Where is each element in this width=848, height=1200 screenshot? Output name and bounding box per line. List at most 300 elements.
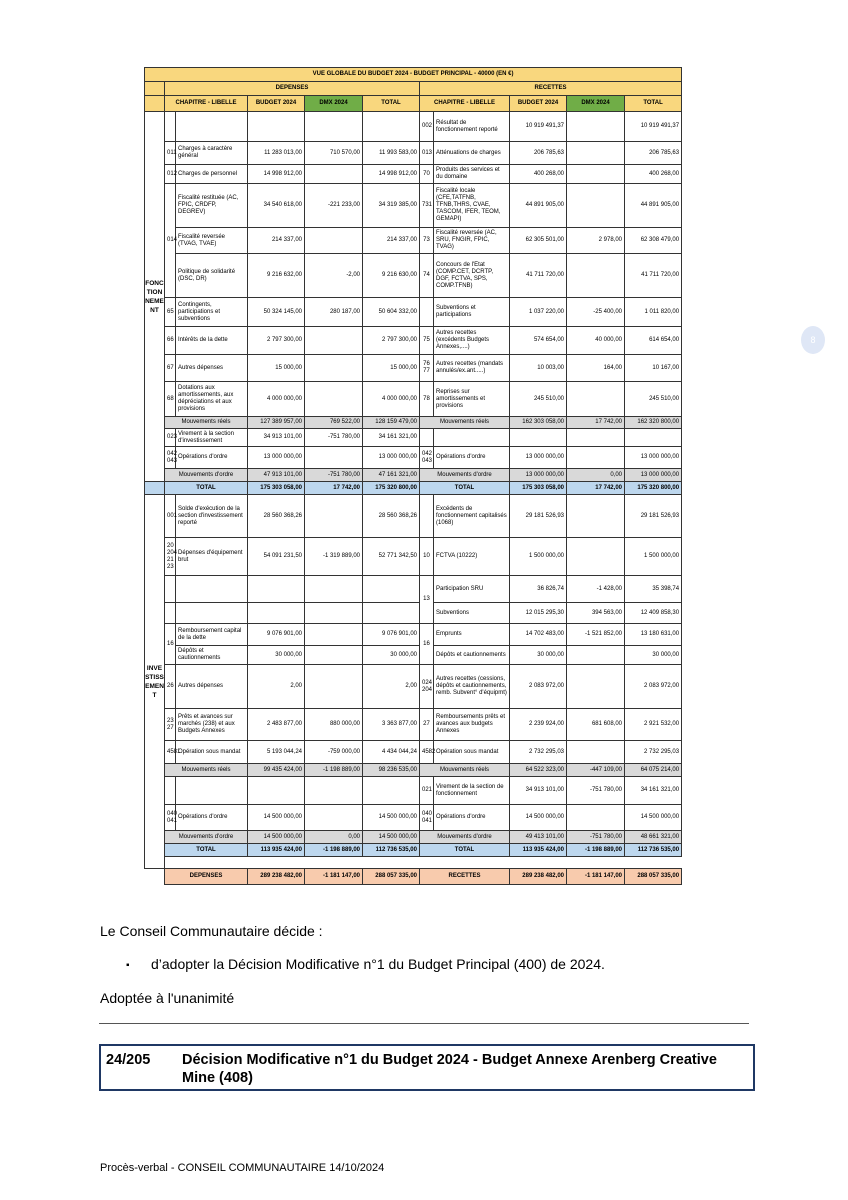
table-cell xyxy=(305,355,363,382)
table-cell: 34 161 321,00 xyxy=(363,429,420,447)
table-cell: Emprunts xyxy=(434,624,510,646)
table-row xyxy=(145,603,695,624)
table-cell: 34 913 101,00 xyxy=(510,777,567,805)
table-cell: Politique de solidarité (DSC, DR) xyxy=(176,254,248,298)
table-cell: Virement à la section d'investissement xyxy=(176,429,248,447)
table-cell: -751 780,00 xyxy=(305,429,363,447)
table-cell xyxy=(165,857,176,869)
table-cell: -1 521 852,00 xyxy=(567,624,625,646)
table-row xyxy=(145,538,695,576)
bullet-icon: ▪ xyxy=(126,960,130,971)
table-cell: Charges de personnel xyxy=(176,165,248,184)
table-row xyxy=(145,382,695,417)
col-chapitre: CHAPITRE - LIBELLE xyxy=(420,96,510,112)
table-cell: Prêts et avances sur marchés (238) et aux Budgets Annexes xyxy=(176,709,248,741)
table-cell: 13 000 000,00 xyxy=(625,447,682,469)
table-cell: -751 780,00 xyxy=(305,469,363,482)
table-cell: 2,00 xyxy=(363,665,420,709)
table-cell: 34 540 618,00 xyxy=(248,184,305,228)
table-cell: 175 303 058,00 xyxy=(510,482,567,495)
table-cell: 289 238 482,00 xyxy=(248,869,305,885)
table-cell: 289 238 482,00 xyxy=(510,869,567,885)
table-cell xyxy=(165,777,176,805)
table-cell: 2 239 924,00 xyxy=(510,709,567,741)
table-cell: 1 011 820,00 xyxy=(625,298,682,327)
table-cell: 52 771 342,50 xyxy=(363,538,420,576)
table-cell: 34 319 385,00 xyxy=(363,184,420,228)
table-cell: 67 xyxy=(165,355,176,382)
table-cell xyxy=(305,327,363,355)
table-cell: 245 510,00 xyxy=(625,382,682,417)
table-cell xyxy=(567,665,625,709)
table-cell: 164,00 xyxy=(567,355,625,382)
col-chapitre: CHAPITRE - LIBELLE xyxy=(165,96,248,112)
table-cell: 13 xyxy=(420,576,434,624)
table-cell: 10 xyxy=(420,538,434,576)
table-cell: 36 826,74 xyxy=(510,576,567,603)
table-cell: 10 003,00 xyxy=(510,355,567,382)
table-cell xyxy=(165,603,176,624)
table-cell xyxy=(305,576,363,603)
table-cell xyxy=(434,429,510,447)
depenses-header: DEPENSES xyxy=(165,82,420,96)
table-cell: -1 198 889,00 xyxy=(305,844,363,857)
table-row xyxy=(145,665,695,709)
table-cell: -25 400,00 xyxy=(567,298,625,327)
table-cell xyxy=(305,382,363,417)
table-cell: Mouvements réels xyxy=(165,417,248,429)
table-cell: 14 998 912,00 xyxy=(248,165,305,184)
table-cell xyxy=(145,96,165,112)
table-cell: 10 919 491,37 xyxy=(510,112,567,142)
table-cell: 1 500 000,00 xyxy=(625,538,682,576)
table-cell: 40 000,00 xyxy=(567,327,625,355)
table-cell xyxy=(567,805,625,831)
table-cell: 162 303 058,00 xyxy=(510,417,567,429)
table-cell: 214 337,00 xyxy=(363,228,420,254)
table-cell: 042 043 xyxy=(165,447,176,469)
table-cell: 011 xyxy=(165,142,176,165)
table-row xyxy=(145,112,695,142)
table-cell xyxy=(567,646,625,665)
table-cell: Subventions xyxy=(434,603,510,624)
table-cell: Mouvements d'ordre xyxy=(420,831,510,844)
table-cell: Opérations d'ordre xyxy=(176,805,248,831)
table-cell: Mouvements d'ordre xyxy=(165,831,248,844)
table-cell: Contingents, participations et subventions xyxy=(176,298,248,327)
table-cell: 34 161 321,00 xyxy=(625,777,682,805)
table-cell: 4 000 000,00 xyxy=(363,382,420,417)
table-cell: 021 xyxy=(420,777,434,805)
table-cell: 9 076 901,00 xyxy=(363,624,420,646)
table-cell: 4581 xyxy=(165,741,176,764)
table-cell: 394 563,00 xyxy=(567,603,625,624)
table-cell: Mouvements d'ordre xyxy=(420,469,510,482)
table-cell: Remboursement capital de la dette xyxy=(176,624,248,646)
table-cell xyxy=(145,82,165,96)
table-cell: Remboursements prêts et avances aux budgets Annexes xyxy=(434,709,510,741)
table-cell: Opération sous mandat xyxy=(434,741,510,764)
col-dmx: DMX 2024 xyxy=(567,96,625,112)
table-cell: 13 000 000,00 xyxy=(363,447,420,469)
table-cell: -1 319 889,00 xyxy=(305,538,363,576)
page-number-badge: 8 xyxy=(801,326,825,354)
table-cell xyxy=(567,538,625,576)
table-cell: 54 091 231,50 xyxy=(248,538,305,576)
table-cell: 614 654,00 xyxy=(625,327,682,355)
table-cell xyxy=(165,576,176,603)
deliberation-header-box xyxy=(99,1044,755,1091)
table-cell: 13 180 631,00 xyxy=(625,624,682,646)
table-cell: 12 409 858,30 xyxy=(625,603,682,624)
table-cell: 73 xyxy=(420,228,434,254)
table-cell xyxy=(176,576,248,603)
table-cell: 731 xyxy=(420,184,434,228)
table-cell xyxy=(305,805,363,831)
table-cell: 99 435 424,00 xyxy=(248,764,305,777)
table-cell xyxy=(305,447,363,469)
table-cell xyxy=(567,741,625,764)
table-cell xyxy=(420,298,434,327)
table-cell: -1 428,00 xyxy=(567,576,625,603)
table-cell xyxy=(567,495,625,538)
table-cell: Concours de l'Etat (COMP.CET, DCRTP, DGF, FCTVA, SPS, COMP.TFNB) xyxy=(434,254,510,298)
table-cell: Fiscalité reversée (AC, SRU, FNGIR, FPIC, TVAG) xyxy=(434,228,510,254)
budget-table xyxy=(144,67,694,885)
table-cell: 288 057 335,00 xyxy=(625,869,682,885)
table-cell: 214 337,00 xyxy=(248,228,305,254)
table-cell xyxy=(567,254,625,298)
mouvements-reels-row xyxy=(145,417,695,429)
table-cell: 29 181 526,93 xyxy=(625,495,682,538)
table-cell: 2 797 300,00 xyxy=(248,327,305,355)
table-cell: 30 000,00 xyxy=(248,646,305,665)
col-total: TOTAL xyxy=(363,96,420,112)
table-cell: 14 500 000,00 xyxy=(248,805,305,831)
table-cell: 2 083 972,00 xyxy=(625,665,682,709)
table-cell xyxy=(145,482,165,495)
table-cell: 175 320 800,00 xyxy=(363,482,420,495)
table-cell: Fiscalité reversée (TVAG, TVAE) xyxy=(176,228,248,254)
table-cell: Fiscalité restituée (AC, FPIC, CRDFP, DEGREV) xyxy=(176,184,248,228)
table-cell: 17 742,00 xyxy=(305,482,363,495)
table-cell: 44 891 905,00 xyxy=(625,184,682,228)
table-cell: 13 000 000,00 xyxy=(510,447,567,469)
table-cell xyxy=(305,112,363,142)
table-cell: Mouvements d'ordre xyxy=(165,469,248,482)
table-cell: 288 057 335,00 xyxy=(363,869,420,885)
table-cell: 62 305 501,00 xyxy=(510,228,567,254)
table-cell xyxy=(176,777,248,805)
table-cell: Atténuations de charges xyxy=(434,142,510,165)
adoption-status: Adoptée à l'unanimité xyxy=(100,990,235,1006)
mouvements-reels-row xyxy=(145,764,695,777)
table-cell: Reprises sur amortissements et provisions xyxy=(434,382,510,417)
table-cell: 74 xyxy=(420,254,434,298)
table-cell xyxy=(567,447,625,469)
table-cell: 11 993 583,00 xyxy=(363,142,420,165)
table-cell: -759 000,00 xyxy=(305,741,363,764)
table-cell xyxy=(567,382,625,417)
table-cell: 0,00 xyxy=(305,831,363,844)
table-cell xyxy=(567,165,625,184)
table-cell: 162 320 800,00 xyxy=(625,417,682,429)
table-cell: 35 398,74 xyxy=(625,576,682,603)
table-row xyxy=(145,165,695,184)
table-cell: 681 608,00 xyxy=(567,709,625,741)
table-cell: Produits des services et du domaine xyxy=(434,165,510,184)
table-cell: -447 109,00 xyxy=(567,764,625,777)
table-cell: Dépôts et cautionnements xyxy=(176,646,248,665)
table-cell: 400 268,00 xyxy=(625,165,682,184)
table-cell: 50 324 145,00 xyxy=(248,298,305,327)
table-cell: 175 320 800,00 xyxy=(625,482,682,495)
table-cell: FCTVA (10222) xyxy=(434,538,510,576)
table-cell xyxy=(176,112,248,142)
table-cell: 574 654,00 xyxy=(510,327,567,355)
table-row xyxy=(145,576,695,603)
table-cell xyxy=(567,142,625,165)
table-cell xyxy=(420,495,434,538)
table-cell: -1 181 147,00 xyxy=(567,869,625,885)
table-cell: 47 161 321,00 xyxy=(363,469,420,482)
table-cell: -1 181 147,00 xyxy=(305,869,363,885)
table-cell: 400 268,00 xyxy=(510,165,567,184)
table-cell xyxy=(305,165,363,184)
table-cell: 16 xyxy=(165,624,176,665)
divider xyxy=(99,1023,749,1024)
table-cell: TOTAL xyxy=(165,844,248,857)
table-cell: DEPENSES xyxy=(165,869,248,885)
table-cell: 17 742,00 xyxy=(567,482,625,495)
table-cell xyxy=(145,869,165,885)
table-row xyxy=(145,254,695,298)
table-cell: 2 921 532,00 xyxy=(625,709,682,741)
table-cell: 15 000,00 xyxy=(248,355,305,382)
table-cell: -221 233,00 xyxy=(305,184,363,228)
table-row xyxy=(145,777,695,805)
table-cell: Autres recettes (excédents Budgets Annexes,....) xyxy=(434,327,510,355)
table-cell: 15 000,00 xyxy=(363,355,420,382)
table-cell xyxy=(363,112,420,142)
table-cell: 2,00 xyxy=(248,665,305,709)
table-cell xyxy=(305,665,363,709)
table-cell: 66 xyxy=(165,327,176,355)
table-cell: 44 891 905,00 xyxy=(510,184,567,228)
table-cell xyxy=(363,777,420,805)
table-cell: Participation SRU xyxy=(434,576,510,603)
table-cell: 28 560 368,26 xyxy=(363,495,420,538)
table-cell: 14 500 000,00 xyxy=(510,805,567,831)
total-fonctionnement-row xyxy=(145,482,695,495)
table-cell: 023 xyxy=(165,429,176,447)
table-cell: 042 043 xyxy=(420,447,434,469)
table-cell: 175 303 058,00 xyxy=(248,482,305,495)
table-cell: 30 000,00 xyxy=(625,646,682,665)
table-cell: Dotations aux amortissements, aux dépréciations et aux provisions xyxy=(176,382,248,417)
table-cell xyxy=(567,112,625,142)
table-row xyxy=(145,142,695,165)
table-cell: 2 083 972,00 xyxy=(510,665,567,709)
table-row xyxy=(145,298,695,327)
table-cell: 41 711 720,00 xyxy=(625,254,682,298)
table-cell: 75 xyxy=(420,327,434,355)
table-cell: 5 193 044,24 xyxy=(248,741,305,764)
total-investissement-row xyxy=(145,844,695,857)
table-cell: Solde d'exécution de la section d'investissement reporté xyxy=(176,495,248,538)
table-cell: 12 015 295,30 xyxy=(510,603,567,624)
col-dmx: DMX 2024 xyxy=(305,96,363,112)
table-cell: 769 522,00 xyxy=(305,417,363,429)
table-cell: Virement de la section de fonctionnement xyxy=(434,777,510,805)
table-cell: TOTAL xyxy=(420,482,510,495)
table-cell: 65 xyxy=(165,298,176,327)
table-cell xyxy=(567,184,625,228)
table-cell: 4 434 044,24 xyxy=(363,741,420,764)
table-cell: 012 xyxy=(165,165,176,184)
table-cell: 10 167,00 xyxy=(625,355,682,382)
table-cell: 98 236 535,00 xyxy=(363,764,420,777)
table-cell: 113 935 424,00 xyxy=(248,844,305,857)
table-cell: 50 604 332,00 xyxy=(363,298,420,327)
table-cell: -1 198 889,00 xyxy=(305,764,363,777)
summary-row xyxy=(145,869,695,885)
table-row xyxy=(145,228,695,254)
table-cell: 245 510,00 xyxy=(510,382,567,417)
table-cell: 1 037 220,00 xyxy=(510,298,567,327)
recettes-header: RECETTES xyxy=(420,82,682,96)
table-cell: 20 204 21 23 xyxy=(165,538,176,576)
table-cell: 62 308 479,00 xyxy=(625,228,682,254)
table-cell: 29 181 526,93 xyxy=(510,495,567,538)
table-title: VUE GLOBALE DU BUDGET 2024 - BUDGET PRINCIPAL - 40000 (EN €) xyxy=(145,68,682,82)
table-cell: 024 204 xyxy=(420,665,434,709)
table-cell: 14 500 000,00 xyxy=(363,831,420,844)
table-cell: 68 xyxy=(165,382,176,417)
table-cell: -751 780,00 xyxy=(567,831,625,844)
table-cell: 040 041 xyxy=(420,805,434,831)
table-cell: 014 xyxy=(165,184,176,298)
table-cell: Mouvements réels xyxy=(165,764,248,777)
table-cell: Dépenses d'équipement brut xyxy=(176,538,248,576)
table-row xyxy=(145,184,695,228)
col-budget: BUDGET 2024 xyxy=(510,96,567,112)
table-row xyxy=(145,709,695,741)
table-cell: 2 732 295,03 xyxy=(625,741,682,764)
table-row xyxy=(145,327,695,355)
deliberation-title: Décision Modificative n°1 du Budget 2024 - Budget Annexe Arenberg Creative Mine (408) xyxy=(182,1052,717,1086)
col-total: TOTAL xyxy=(625,96,682,112)
mouvements-ordre-row xyxy=(145,831,695,844)
table-cell: Opérations d'ordre xyxy=(434,447,510,469)
table-cell: 2 978,00 xyxy=(567,228,625,254)
table-cell: 9 216 630,00 xyxy=(363,254,420,298)
table-cell: 27 xyxy=(420,709,434,741)
table-cell xyxy=(248,603,305,624)
table-cell: 280 187,00 xyxy=(305,298,363,327)
table-cell: 64 075 214,00 xyxy=(625,764,682,777)
col-budget: BUDGET 2024 xyxy=(248,96,305,112)
table-cell: -751 780,00 xyxy=(567,777,625,805)
table-cell xyxy=(363,603,420,624)
table-cell: 4 000 000,00 xyxy=(248,382,305,417)
table-cell: 48 661 321,00 xyxy=(625,831,682,844)
table-cell: -2,00 xyxy=(305,254,363,298)
table-cell xyxy=(363,576,420,603)
table-cell: 14 998 912,00 xyxy=(363,165,420,184)
decision-intro: Le Conseil Communautaire décide : xyxy=(100,923,323,939)
table-row xyxy=(145,805,695,831)
table-cell: 41 711 720,00 xyxy=(510,254,567,298)
table-row xyxy=(145,495,695,538)
table-cell: Résultat de fonctionnement reporté xyxy=(434,112,510,142)
section-investissement-label: INVESTISSEMENT xyxy=(145,495,165,869)
table-cell: 34 913 101,00 xyxy=(248,429,305,447)
table-row xyxy=(145,429,695,447)
table-cell: 14 500 000,00 xyxy=(248,831,305,844)
table-cell xyxy=(305,646,363,665)
table-cell: 10 919 491,37 xyxy=(625,112,682,142)
table-cell: Intérêts de la dette xyxy=(176,327,248,355)
table-row xyxy=(145,646,695,665)
table-cell: 26 xyxy=(165,665,176,709)
table-cell: 76 77 xyxy=(420,355,434,382)
table-cell: Mouvements réels xyxy=(420,417,510,429)
table-cell: 14 702 483,00 xyxy=(510,624,567,646)
table-cell: 11 283 013,00 xyxy=(248,142,305,165)
table-cell xyxy=(625,429,682,447)
table-cell: 128 159 479,00 xyxy=(363,417,420,429)
table-cell: 3 363 877,00 xyxy=(363,709,420,741)
table-cell: 113 935 424,00 xyxy=(510,844,567,857)
table-cell xyxy=(248,112,305,142)
table-cell: 9 076 901,00 xyxy=(248,624,305,646)
table-cell xyxy=(248,576,305,603)
table-cell: Opérations d'ordre xyxy=(176,447,248,469)
table-cell: 23 27 xyxy=(165,709,176,741)
table-row xyxy=(145,624,695,646)
table-row xyxy=(145,741,695,764)
table-cell: Subventions et participations xyxy=(434,298,510,327)
table-cell: 2 797 300,00 xyxy=(363,327,420,355)
table-row xyxy=(145,447,695,469)
table-cell: 0,00 xyxy=(567,469,625,482)
table-cell: 710 570,00 xyxy=(305,142,363,165)
table-cell: 70 xyxy=(420,165,434,184)
table-cell: Autres dépenses xyxy=(176,665,248,709)
table-cell: 64 522 323,00 xyxy=(510,764,567,777)
table-cell xyxy=(420,429,434,447)
table-cell: Dépôts et cautionnements xyxy=(434,646,510,665)
mouvements-ordre-row xyxy=(145,469,695,482)
table-cell: 14 500 000,00 xyxy=(625,805,682,831)
table-cell: Mouvements réels xyxy=(420,764,510,777)
table-cell: Opérations d'ordre xyxy=(434,805,510,831)
table-cell: 28 560 368,26 xyxy=(248,495,305,538)
table-cell: 78 xyxy=(420,382,434,417)
table-cell: 880 000,00 xyxy=(305,709,363,741)
table-cell: 13 000 000,00 xyxy=(625,469,682,482)
table-cell: 1 500 000,00 xyxy=(510,538,567,576)
table-cell: 9 216 632,00 xyxy=(248,254,305,298)
table-cell: Excédents de fonctionnement capitalisés (1068) xyxy=(434,495,510,538)
table-cell: 2 732 295,03 xyxy=(510,741,567,764)
table-cell: 30 000,00 xyxy=(363,646,420,665)
table-cell: 001 xyxy=(165,495,176,538)
table-cell xyxy=(248,777,305,805)
table-cell: 47 913 101,00 xyxy=(248,469,305,482)
table-cell: Opération sous mandat xyxy=(176,741,248,764)
